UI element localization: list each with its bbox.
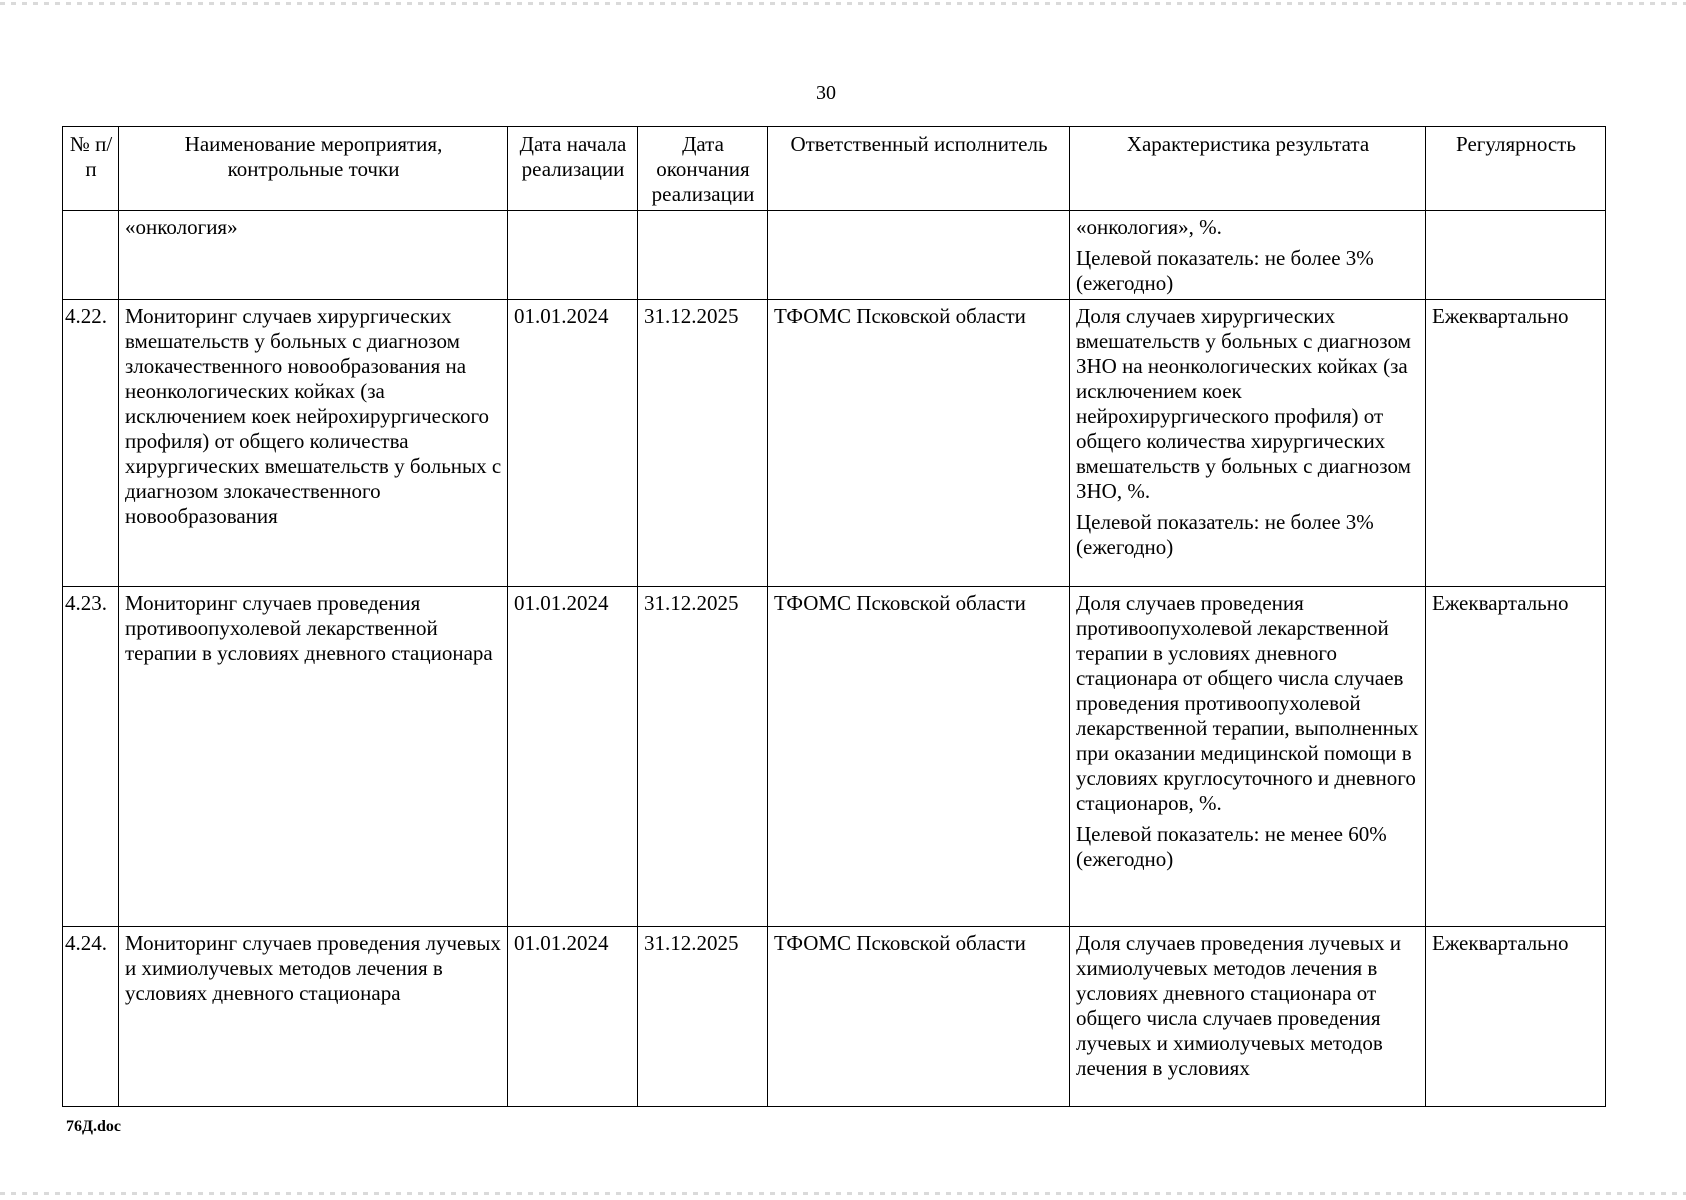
result-target: Целевой показатель: не более 3% (ежегодно) — [1076, 246, 1374, 295]
result-description: «онкология», %. — [1076, 215, 1222, 239]
row-num — [63, 211, 119, 300]
header-start-date: Дата начала реализации — [508, 127, 638, 211]
scan-edge-bottom — [0, 1192, 1686, 1195]
row-result — [1070, 927, 1426, 1107]
row-num: 4.22. — [63, 300, 119, 587]
row-name: Мониторинг случаев проведения лучевых и химиолучевых методов лечения в условиях дневного стационара — [119, 927, 508, 1107]
row-result — [1070, 587, 1426, 927]
row-responsible: ТФОМС Псковской области — [768, 927, 1070, 1107]
footer-filename: 76Д.doc — [66, 1118, 122, 1135]
result-target: Целевой показатель: не менее 60% (ежегодно) — [1076, 822, 1387, 871]
scan-edge-top — [0, 2, 1686, 5]
row-end-date: 31.12.2025 — [638, 300, 768, 587]
row-start-date: 01.01.2024 — [508, 300, 638, 587]
row-end-date: 31.12.2025 — [638, 587, 768, 927]
table-row — [63, 211, 1606, 300]
row-start-date — [508, 211, 638, 300]
row-regularity: Ежеквартально — [1426, 300, 1606, 587]
row-num: 4.23. — [63, 587, 119, 927]
row-responsible: ТФОМС Псковской области — [768, 300, 1070, 587]
result-description: Доля случаев проведения лучевых и химиолучевых методов лечения в условиях дневного стационара от общего числа случаев проведения лучевых и химиолучевых методов лечения в условиях — [1076, 931, 1401, 1080]
header-num: № п/п — [63, 127, 119, 211]
table-row — [63, 300, 1606, 587]
row-result — [1070, 300, 1426, 587]
row-regularity: Ежеквартально — [1426, 927, 1606, 1107]
row-result — [1070, 211, 1426, 300]
row-name: Мониторинг случаев хирургических вмешательств у больных с диагнозом злокачественного новообразования на неонкологических койках (за исключением коек нейрохирургического профиля) от общего количества хирургических вмешательств у больных с диагнозом злокачественного новообразования — [119, 300, 508, 587]
row-name: «онкология» — [119, 211, 508, 300]
row-regularity — [1426, 211, 1606, 300]
header-result: Характеристика результата — [1070, 127, 1426, 211]
row-name: Мониторинг случаев проведения противоопухолевой лекарственной терапии в условиях дневного стационара — [119, 587, 508, 927]
result-target: Целевой показатель: не более 3% (ежегодно) — [1076, 510, 1374, 559]
row-start-date: 01.01.2024 — [508, 927, 638, 1107]
row-responsible — [768, 211, 1070, 300]
header-responsible: Ответственный исполнитель — [768, 127, 1070, 211]
table-header-row — [63, 127, 1606, 211]
header-regularity: Регулярность — [1426, 127, 1606, 211]
measures-table — [62, 126, 1606, 1107]
table-row — [63, 927, 1606, 1107]
row-regularity: Ежеквартально — [1426, 587, 1606, 927]
header-name: Наименование мероприятия, контрольные точки — [119, 127, 508, 211]
result-description: Доля случаев хирургических вмешательств у больных с диагнозом ЗНО на неонкологических койках (за исключением коек нейрохирургического профиля) от общего количества хирургических вмешательств у больных с диагнозом ЗНО, %. — [1076, 304, 1411, 503]
row-end-date — [638, 211, 768, 300]
page-number: 30 — [816, 82, 836, 104]
row-responsible: ТФОМС Псковской области — [768, 587, 1070, 927]
row-end-date: 31.12.2025 — [638, 927, 768, 1107]
table-row — [63, 587, 1606, 927]
result-description: Доля случаев проведения противоопухолевой лекарственной терапии в условиях дневного стационара от общего числа случаев проведения противоопухолевой лекарственной терапии, выполненных при оказании медицинской помощи в условиях круглосуточного и дневного стационаров, %. — [1076, 591, 1419, 815]
row-num: 4.24. — [63, 927, 119, 1107]
header-end-date: Дата окончания реализации — [638, 127, 768, 211]
row-start-date: 01.01.2024 — [508, 587, 638, 927]
